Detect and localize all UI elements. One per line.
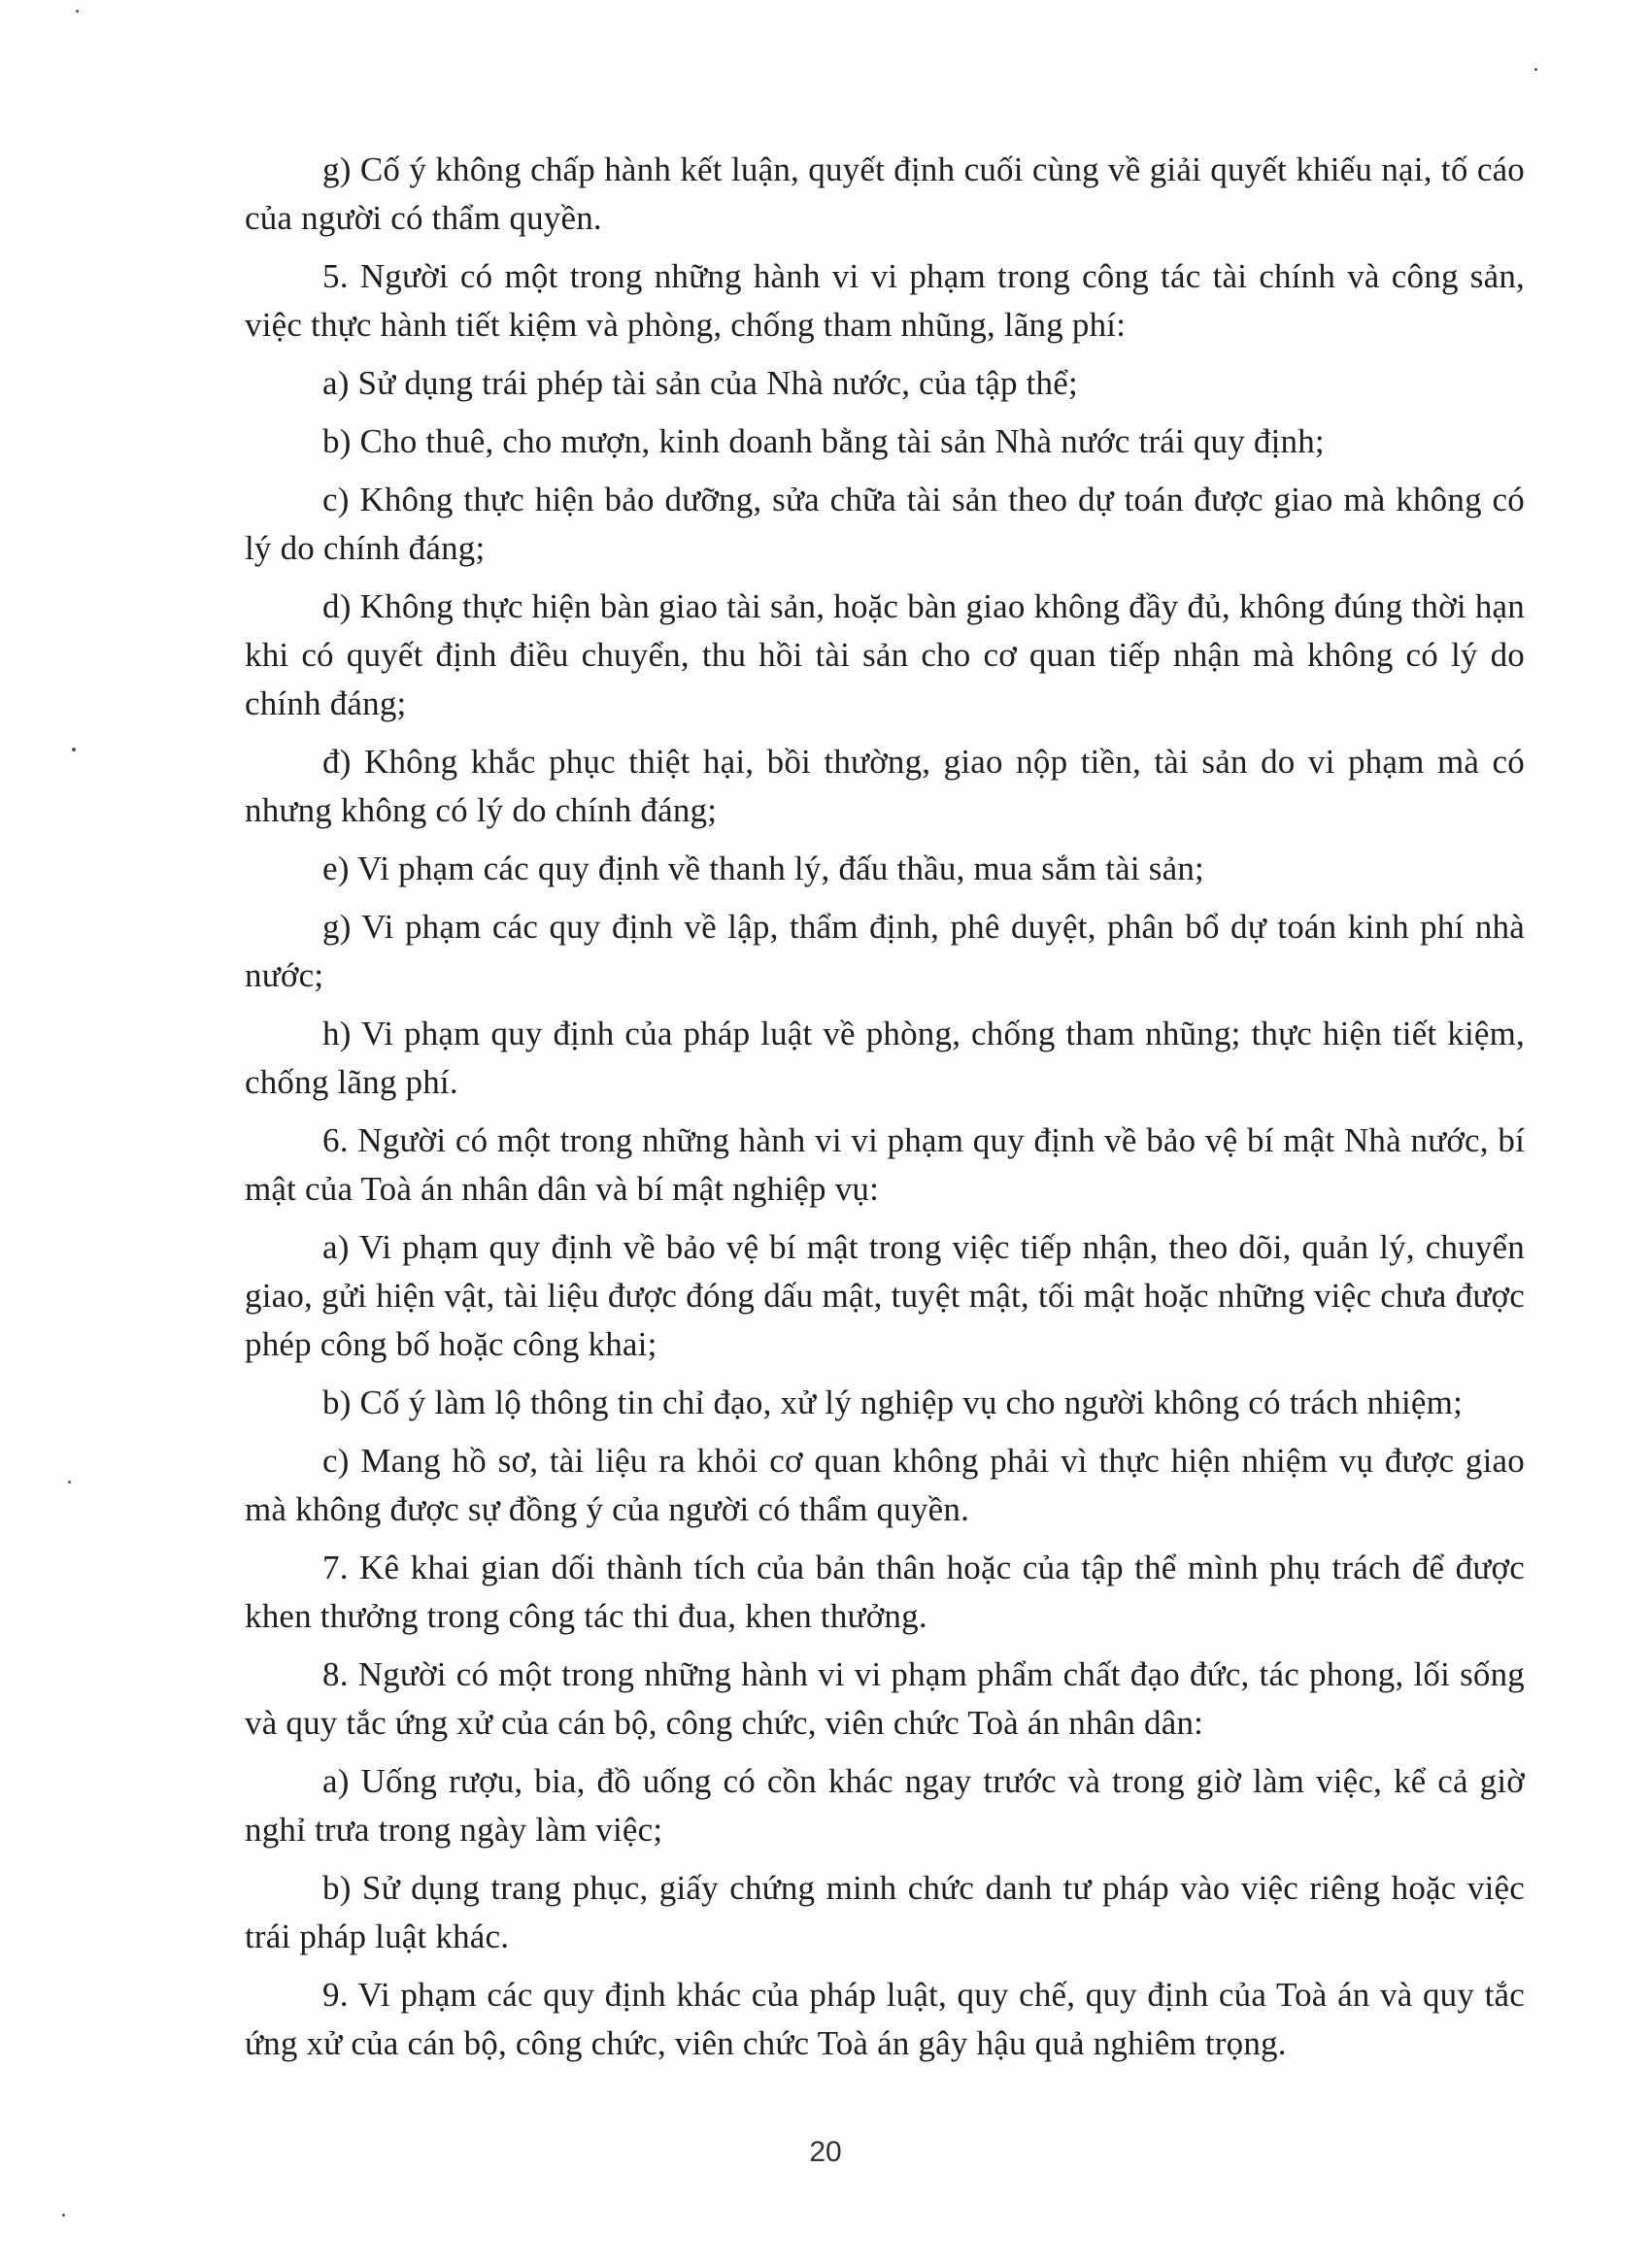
document-body <box>245 146 1525 2078</box>
paragraph-5d: d) Không thực hiện bàn giao tài sản, hoặc bàn giao không đầy đủ, không đúng thời hạn khi có quyết định điều chuyển, thu hồi tài sản cho cơ quan tiếp nhận mà không có lý do chính đáng; <box>245 587 1525 722</box>
paragraph-9: 9. Vi phạm các quy định khác của pháp luật, quy chế, quy định của Toà án và quy tắc ứng xử của cán bộ, công chức, viên chức Toà án gây hậu quả nghiêm trọng. <box>245 1976 1525 2062</box>
paragraph-5c: c) Không thực hiện bảo dưỡng, sửa chữa tài sản theo dự toán được giao mà không có lý do chính đáng; <box>245 481 1525 567</box>
paragraph-5a: a) Sử dụng trái phép tài sản của Nhà nước, của tập thể; <box>322 364 1078 402</box>
scan-speck <box>76 10 79 13</box>
scan-speck <box>1534 68 1537 71</box>
paragraph-5: 5. Người có một trong những hành vi vi phạm trong công tác tài chính và công sản, việc thực hành tiết kiệm và phòng, chống tham nhũng, lãng phí: <box>245 257 1525 344</box>
paragraph-8b: b) Sử dụng trang phục, giấy chứng minh chức danh tư pháp vào việc riêng hoặc việc trái pháp luật khác. <box>245 1869 1525 1955</box>
scan-speck <box>62 2214 65 2217</box>
scan-speck <box>68 1481 71 1484</box>
paragraph-7: 7. Kê khai gian dối thành tích của bản thân hoặc của tập thể mình phụ trách để được khen thưởng trong công tác thi đua, khen thưởng. <box>245 1549 1525 1635</box>
paragraph-6b: b) Cố ý làm lộ thông tin chỉ đạo, xử lý nghiệp vụ cho người không có trách nhiệm; <box>322 1384 1464 1421</box>
paragraph-6c: c) Mang hồ sơ, tài liệu ra khỏi cơ quan không phải vì thực hiện nhiệm vụ được giao mà không được sự đồng ý của người có thẩm quyền. <box>245 1442 1525 1528</box>
scan-speck <box>72 748 76 751</box>
paragraph-8a: a) Uống rượu, bia, đồ uống có cồn khác ngay trước và trong giờ làm việc, kể cả giờ nghỉ trưa trong ngày làm việc; <box>245 1762 1525 1849</box>
paragraph-5dd: đ) Không khắc phục thiệt hại, bồi thường, giao nộp tiền, tài sản do vi phạm mà có nhưng không có lý do chính đáng; <box>245 743 1525 829</box>
paragraph-5e: e) Vi phạm các quy định về thanh lý, đấu thầu, mua sắm tài sản; <box>322 850 1204 887</box>
page-number: 20 <box>809 2136 842 2168</box>
paragraph-5h: h) Vi phạm quy định của pháp luật về phòng, chống tham nhũng; thực hiện tiết kiệm, chống lãng phí. <box>245 1015 1525 1101</box>
paragraph-8: 8. Người có một trong những hành vi vi phạm phẩm chất đạo đức, tác phong, lối sống và quy tắc ứng xử của cán bộ, công chức, viên chức Toà án nhân dân: <box>245 1655 1525 1742</box>
paragraph-6a: a) Vi phạm quy định về bảo vệ bí mật trong việc tiếp nhận, theo dõi, quản lý, chuyển giao, gửi hiện vật, tài liệu được đóng dấu mật, tuyệt mật, tối mật hoặc những việc chưa được phép công bố hoặc công khai; <box>245 1228 1525 1363</box>
paragraph-4g: g) Cố ý không chấp hành kết luận, quyết định cuối cùng về giải quyết khiếu nại, tố cáo của người có thẩm quyền. <box>245 150 1525 237</box>
paragraph-6: 6. Người có một trong những hành vi vi phạm quy định về bảo vệ bí mật Nhà nước, bí mật của Toà án nhân dân và bí mật nghiệp vụ: <box>245 1121 1525 1208</box>
paragraph-5b: b) Cho thuê, cho mượn, kinh doanh bằng tài sản Nhà nước trái quy định; <box>322 422 1325 460</box>
paragraph-5g: g) Vi phạm các quy định về lập, thẩm định, phê duyệt, phân bổ dự toán kinh phí nhà nước; <box>245 908 1525 994</box>
